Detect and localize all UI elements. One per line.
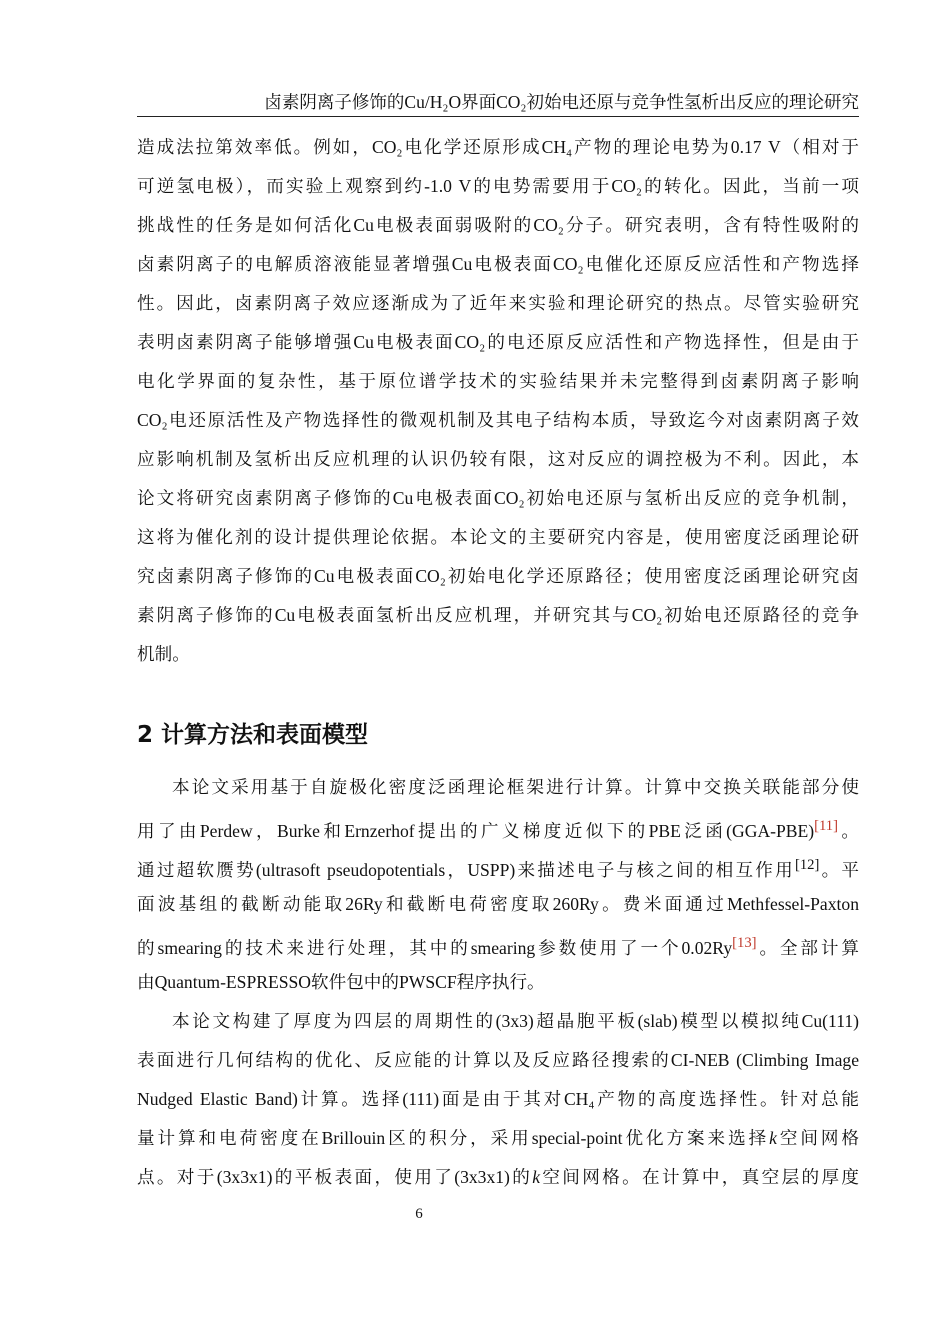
citation-marker: [12] <box>794 857 820 873</box>
paragraph-model <box>137 1002 859 1197</box>
text-line: 造成法拉第效率低。例如，CO₂电化学还原形成CH₄产物的理论电势为0.17 V（相对于 <box>137 137 859 157</box>
text-line <box>137 846 859 885</box>
text-line: 由Quantum-ESPRESSO软件包中的PWSCF程序执行。 <box>137 972 545 992</box>
header-divider <box>137 116 859 117</box>
text-line: 表明卤素阴离子能够增强Cu电极表面CO₂的电还原反应活性和产物选择性，但是由于 <box>137 332 859 352</box>
text-line: 究卤素阴离子修饰的Cu电极表面CO₂初始电化学还原路径；使用密度泛函理论研究卤 <box>137 566 859 586</box>
paragraph-intro-continued <box>137 128 859 674</box>
text-line: 机制。 <box>137 644 190 664</box>
text-line: 表面进行几何结构的优化、反应能的计算以及反应路径搜索的CI-NEB (Climbing Image <box>137 1050 859 1070</box>
page-number: 6 <box>415 1206 423 1222</box>
text-run: 空间网格。在计算中，真空层的厚度 <box>540 1167 859 1187</box>
text-line <box>137 924 859 963</box>
paragraph-methods <box>137 768 859 1002</box>
italic-symbol: k <box>532 1167 541 1187</box>
text-run: 。平 <box>819 859 859 880</box>
citation-link[interactable]: [13] <box>732 935 757 951</box>
text-line: 素阴离子修饰的Cu电极表面氢析出反应机理，并研究其与CO₂初始电还原路径的竞争 <box>137 605 859 625</box>
text-line: 可逆氢电极），而实验上观察到约-1.0 V的电势需要用于CO₂的转化。因此，当前一项 <box>137 176 859 196</box>
text-line: 挑战性的任务是如何活化Cu电极表面弱吸附的CO₂分子。研究表明，含有特性吸附的 <box>137 215 859 235</box>
page-body <box>137 128 859 1197</box>
section-spacer <box>137 674 859 708</box>
text-line: 论文将研究卤素阴离子修饰的Cu电极表面CO₂初始电还原与氢析出反应的竞争机制， <box>137 488 859 508</box>
text-line: CO₂电还原活性及产物选择性的微观机制及其电子结构本质，导致迄今对卤素阴离子效 <box>137 410 859 430</box>
text-run: 通过超软赝势(ultrasoft pseudopotentials，USPP)来描述电子与核之间的相互作用 <box>137 859 795 880</box>
text-line <box>137 1119 859 1158</box>
text-line: 本论文采用基于自旋极化密度泛函理论框架进行计算。计算中交换关联能部分使 <box>172 777 859 797</box>
text-run: 空间网格 <box>776 1128 859 1148</box>
text-line <box>137 807 859 846</box>
text-line: 应影响机制及氢析出反应机理的认识仍较有限，这对反应的调控极为不利。因此，本 <box>137 449 859 469</box>
text-run: 点。对于(3x3x1)的平板表面，使用了(3x3x1)的 <box>137 1167 533 1187</box>
text-line <box>137 1158 859 1197</box>
text-line: 面波基组的截断动能取26Ry和截断电荷密度取260Ry。费米面通过Methfessel-Paxton <box>137 894 859 914</box>
citation-link[interactable]: [11] <box>814 818 839 834</box>
running-header: 卤素阴离子修饰的Cu/H₂O界面CO₂初始电还原与竞争性氢析出反应的理论研究 <box>264 92 859 112</box>
text-run: 量计算和电荷密度在Brillouin区的积分，采用special-point优化方案来选择 <box>137 1128 770 1148</box>
text-run: 的smearing的技术来进行处理，其中的smearing参数使用了一个0.02Ry <box>137 937 733 958</box>
text-line: Nudged Elastic Band)计算。选择(111)面是由于其对CH₄产物的高度选择性。针对总能 <box>137 1089 859 1109</box>
text-run: 。 <box>838 820 859 841</box>
text-line: 本论文构建了厚度为四层的周期性的(3x3)超晶胞平板(slab)模型以模拟纯Cu(111) <box>172 1011 859 1031</box>
text-line: 卤素阴离子的电解质溶液能显著增强Cu电极表面CO₂电催化还原反应活性和产物选择 <box>137 254 859 274</box>
text-line: 性。因此，卤素阴离子效应逐渐成为了近年来实验和理论研究的热点。尽管实验研究 <box>137 293 859 313</box>
text-run: 。全部计算 <box>756 937 859 958</box>
section-heading: 2 计算方法和表面模型 <box>137 722 369 748</box>
text-line: 电化学界面的复杂性，基于原位谱学技术的实验结果并未完整得到卤素阴离子影响 <box>137 371 859 391</box>
text-run: 用了由Perdew，Burke和Ernzerhof提出的广义梯度近似下的PBE泛函(GGA-PBE) <box>137 820 815 841</box>
text-line: 这将为催化剂的设计提供理论依据。本论文的主要研究内容是，使用密度泛函理论研 <box>137 527 859 547</box>
italic-symbol: k <box>769 1128 777 1148</box>
